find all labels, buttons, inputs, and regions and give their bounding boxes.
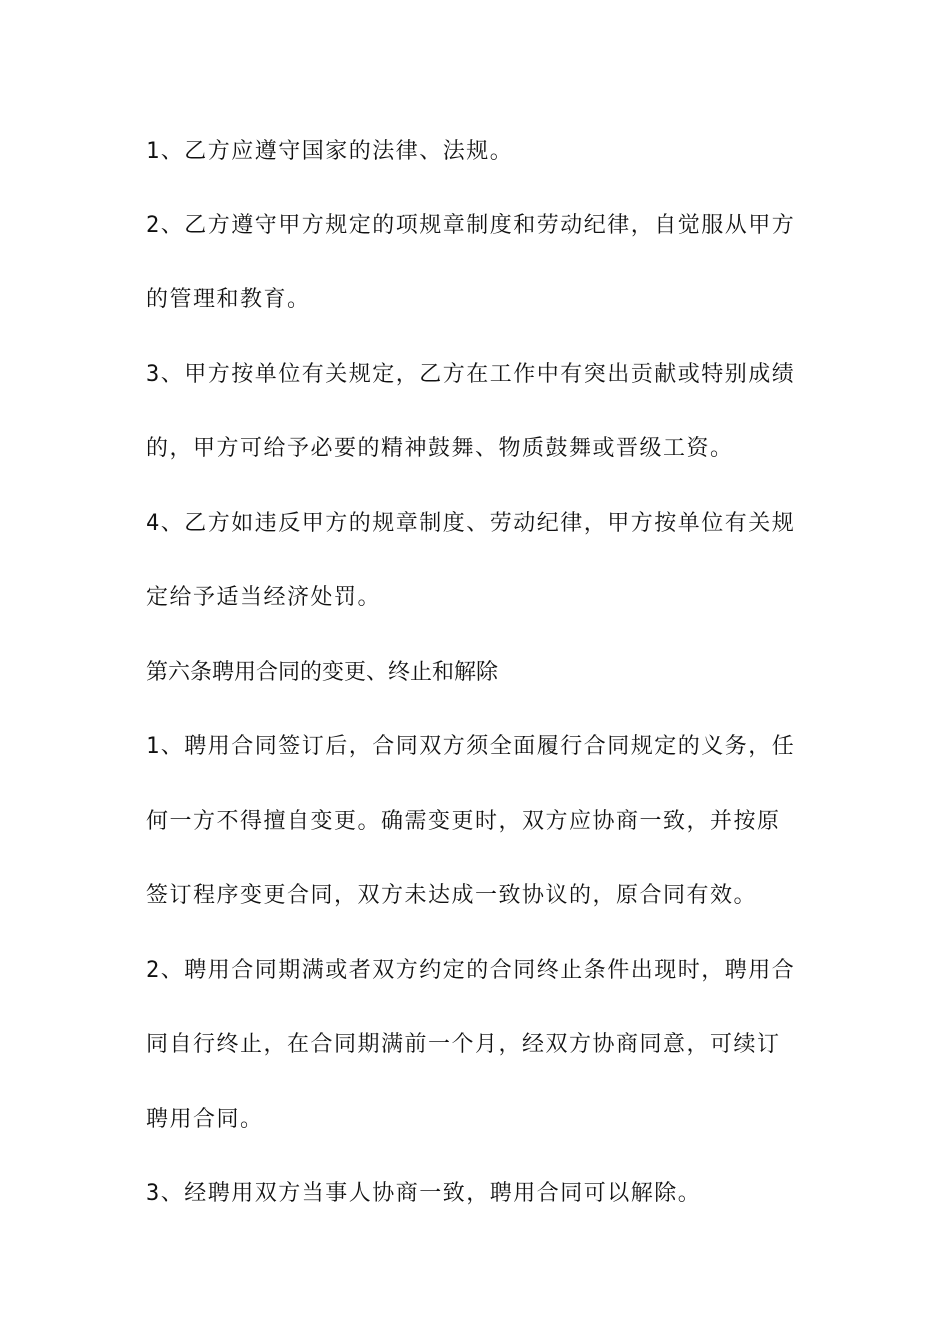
- clause-5-item-4-line-2: 定给予适当经济处罚。: [146, 585, 382, 610]
- clause-6-item-3: 3、经聘用双方当事人协商一致，聘用合同可以解除。: [146, 1181, 702, 1206]
- clause-5-item-3-line-2: 的，甲方可给予必要的精神鼓舞、物质鼓舞或晋级工资。: [146, 436, 734, 461]
- clause-6-item-1-line-3: 签订程序变更合同，双方未达成一致协议的，原合同有效。: [146, 883, 758, 908]
- clause-5-item-2-line-1: 2、乙方遵守甲方规定的项规章制度和劳动纪律，自觉服从甲方: [146, 213, 796, 238]
- clause-6-item-1-line-1: 1、聘用合同签订后，合同双方须全面履行合同规定的义务，任: [146, 734, 796, 759]
- clause-5-item-2-line-2: 的管理和教育。: [146, 287, 311, 312]
- clause-5-item-3-line-1: 3、甲方按单位有关规定，乙方在工作中有突出贡献或特别成绩: [146, 362, 796, 387]
- clause-6-item-2-line-3: 聘用合同。: [146, 1107, 264, 1132]
- clause-6-item-1-line-2: 何一方不得擅自变更。确需变更时，双方应协商一致，并按原: [146, 809, 781, 834]
- clause-6-item-2-line-1: 2、聘用合同期满或者双方约定的合同终止条件出现时，聘用合: [146, 958, 796, 983]
- clause-5-item-1: 1、乙方应遵守国家的法律、法规。: [146, 139, 514, 164]
- section-heading-article-6: 第六条聘用合同的变更、终止和解除: [146, 660, 499, 685]
- clause-6-item-2-line-2: 同自行终止，在合同期满前一个月，经双方协商同意，可续订: [146, 1032, 781, 1057]
- clause-5-item-4-line-1: 4、乙方如违反甲方的规章制度、劳动纪律，甲方按单位有关规: [146, 511, 796, 536]
